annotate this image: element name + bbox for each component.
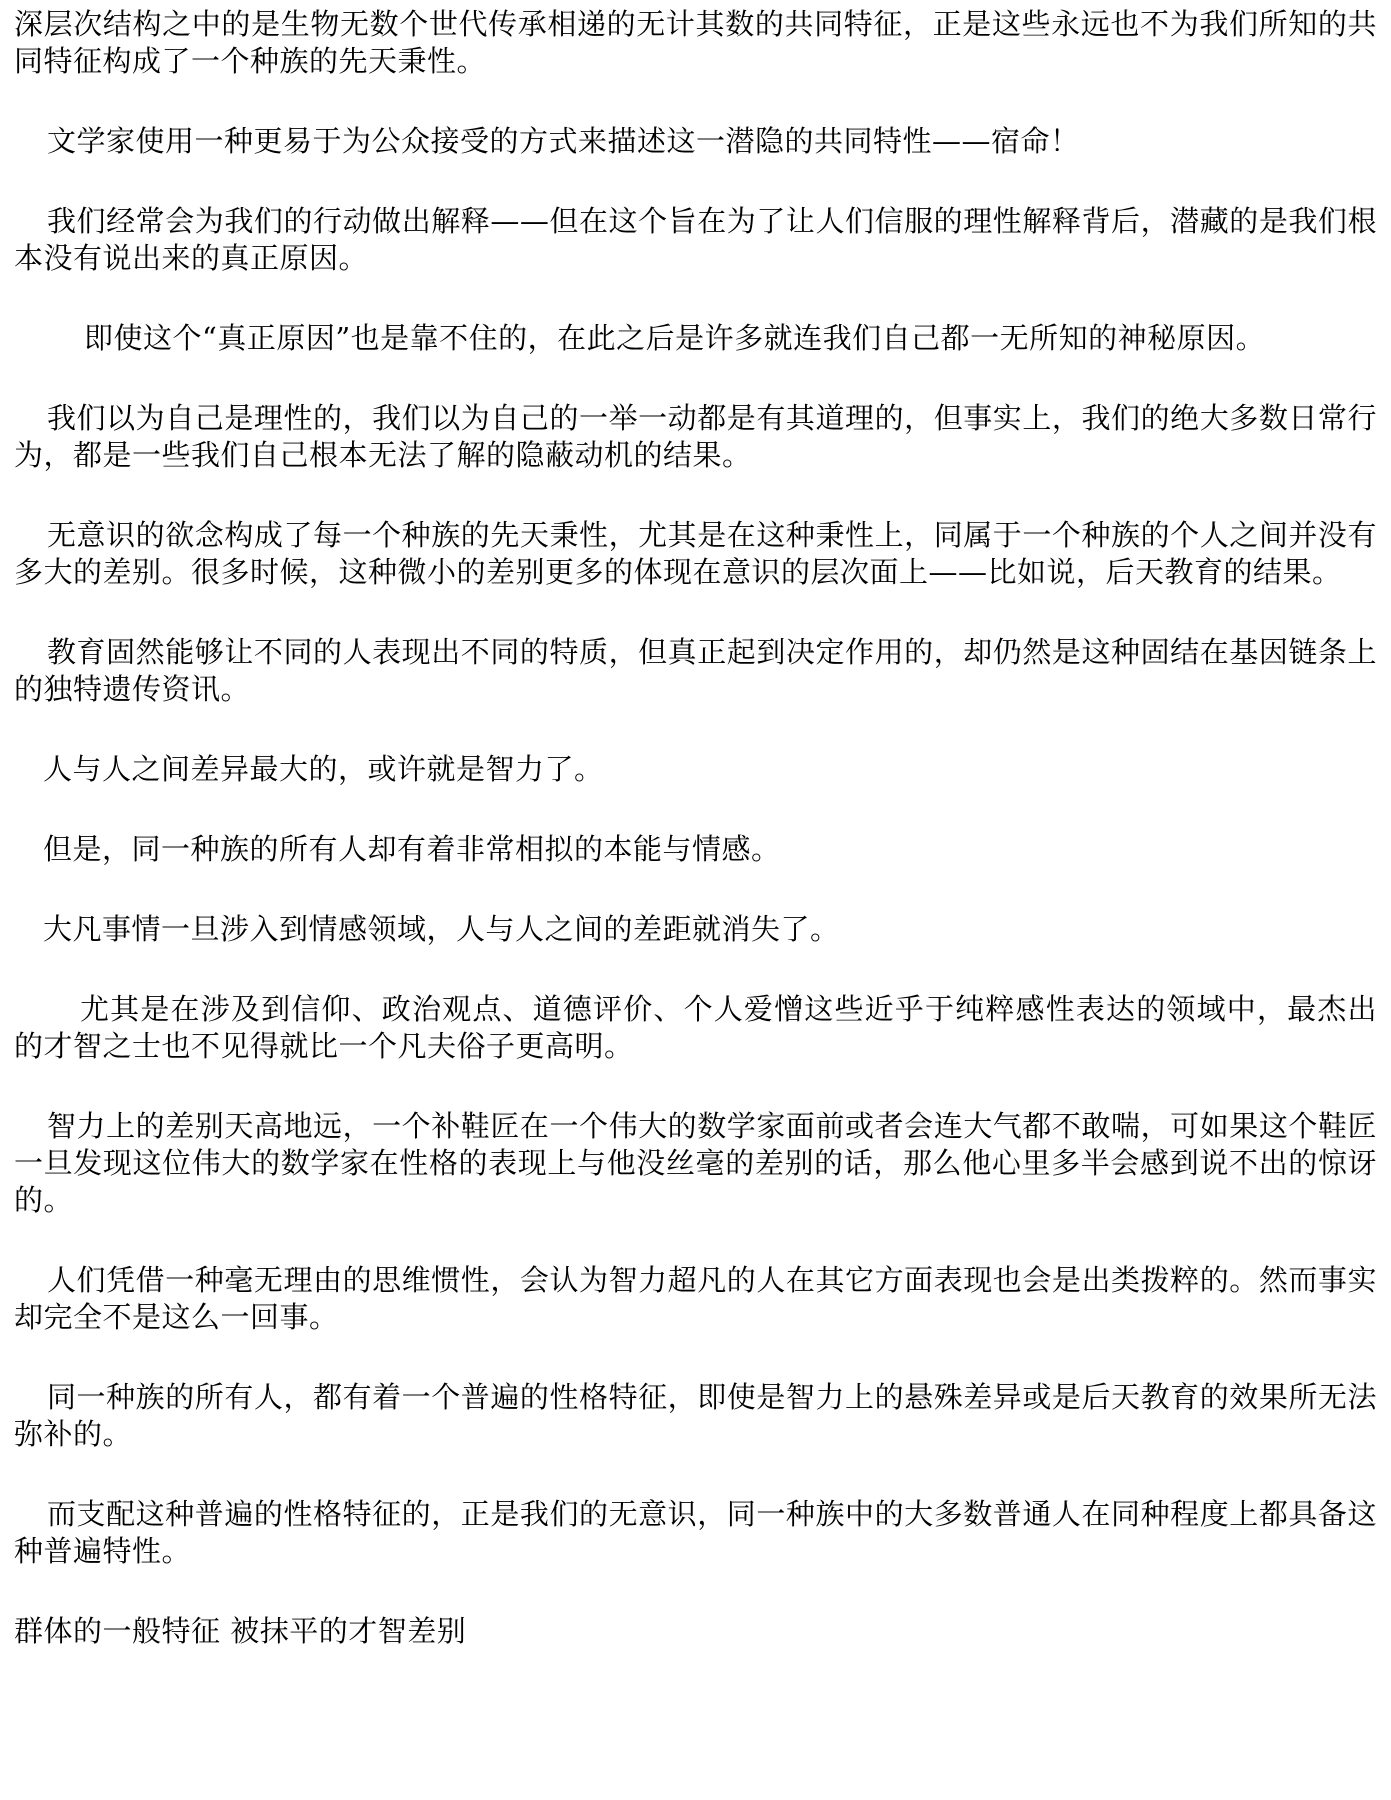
- paragraph-3: 我们经常会为我们的行动做出解释——但在这个旨在为了让人们信服的理性解释背后，潜藏的是我们根本没有说出来的真正原因。: [14, 204, 1377, 275]
- paragraph-7: 教育固然能够让不同的人表现出不同的特质，但真正起到决定作用的，却仍然是这种固结在基因链条上的独特遗传资讯。: [14, 635, 1377, 706]
- paragraph-14: 同一种族的所有人，都有着一个普遍的性格特征，即使是智力上的悬殊差异或是后天教育的效果所无法弥补的。: [14, 1380, 1377, 1451]
- paragraph-15: 而支配这种普遍的性格特征的，正是我们的无意识，同一种族中的大多数普通人在同种程度上都具备这种普遍特性。: [14, 1497, 1377, 1568]
- paragraph-6: 无意识的欲念构成了每一个种族的先天秉性，尤其是在这种秉性上，同属于一个种族的个人之间并没有多大的差别。很多时候，这种微小的差别更多的体现在意识的层次面上——比如说，后天教育的结果。: [14, 518, 1377, 589]
- paragraph-10: 大凡事情一旦涉入到情感领域，人与人之间的差距就消失了。: [43, 912, 840, 946]
- paragraph-5: 我们以为自己是理性的，我们以为自己的一举一动都是有其道理的，但事实上，我们的绝大多数日常行为，都是一些我们自己根本无法了解的隐蔽动机的结果。: [14, 401, 1377, 472]
- paragraph-8: 人与人之间差异最大的，或许就是智力了。: [43, 752, 604, 786]
- section-heading: 群体的一般特征 被抹平的才智差别: [14, 1614, 467, 1648]
- paragraph-13: 人们凭借一种毫无理由的思维惯性，会认为智力超凡的人在其它方面表现也会是出类拨粹的。然而事实却完全不是这么一回事。: [14, 1263, 1377, 1334]
- paragraph-1: 深层次结构之中的是生物无数个世代传承相递的无计其数的共同特征，正是这些永远也不为我们所知的共同特征构成了一个种族的先天秉性。: [14, 7, 1377, 78]
- paragraph-4: 即使这个“真正原因”也是靠不住的，在此之后是许多就连我们自己都一无所知的神秘原因。: [84, 321, 1266, 355]
- paragraph-11: 尤其是在涉及到信仰、政治观点、道德评价、个人爱憎这些近乎于纯粹感性表达的领域中，最杰出的才智之士也不见得就比一个凡夫俗子更高明。: [14, 992, 1377, 1063]
- paragraph-9: 但是，同一种族的所有人却有着非常相拟的本能与情感。: [43, 832, 781, 866]
- paragraph-2: 文学家使用一种更易于为公众接受的方式来描述这一潜隐的共同特性——宿命！: [47, 124, 1080, 158]
- paragraph-12: 智力上的差别天高地远，一个补鞋匠在一个伟大的数学家面前或者会连大气都不敢喘，可如果这个鞋匠一旦发现这位伟大的数学家在性格的表现上与他没丝毫的差别的话，那么他心里多半会感到说不出的惊讶的。: [14, 1109, 1377, 1217]
